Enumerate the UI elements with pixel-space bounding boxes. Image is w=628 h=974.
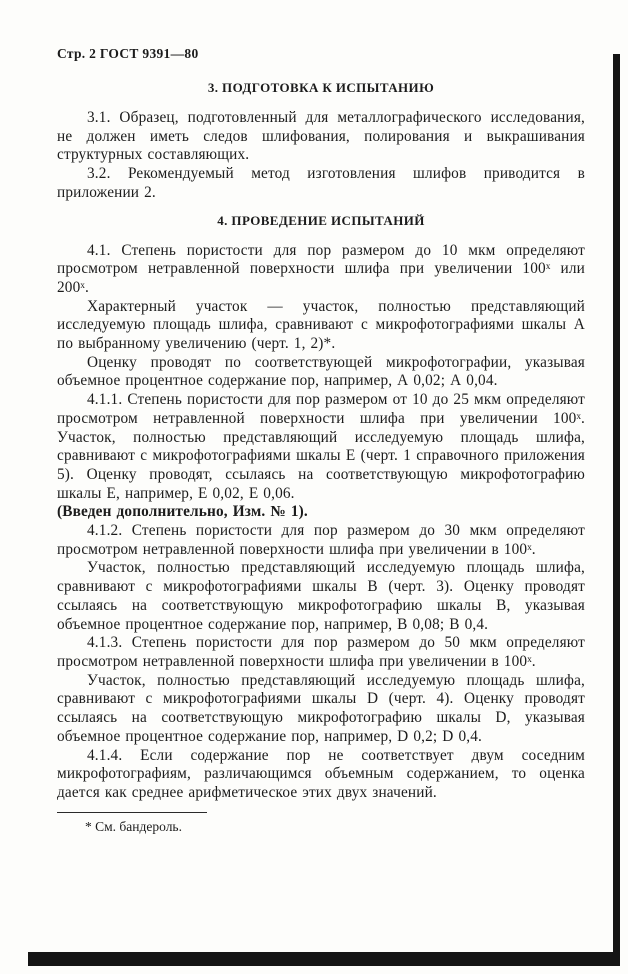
paragraph-3-2: 3.2. Рекомендуемый метод изготовления шлифов приводится в приложении 2.: [57, 165, 585, 201]
footnote-text: * См. бандероль.: [85, 818, 182, 834]
scan-edge-right: [613, 54, 620, 966]
section-4-heading: 4. ПРОВЕДЕНИЕ ИСПЫТАНИЙ: [217, 212, 425, 228]
paragraph-4-1-3: 4.1.3. Степень пористости для пор размером до 50 мкм определяют просмотром нетравленной поверхности шлифа при увеличении в 100ˣ.: [57, 634, 585, 670]
scan-edge-bottom: [28, 952, 620, 966]
paragraph-amendment-note: (Введен дополнительно, Изм. № 1).: [57, 503, 308, 521]
paragraph-4-1-2: 4.1.2. Степень пористости для пор размером до 30 мкм определяют просмотром нетравленной поверхности шлифа при увеличении в 100ˣ.: [57, 522, 585, 558]
footnote: [57, 812, 585, 835]
page-header: Стр. 2 ГОСТ 9391—80: [57, 46, 199, 61]
paragraph-scale-b: Участок, полностью представляющий исследуемую площадь шлифа, сравнивают с микрофотографиями шкалы В (черт. 3). Оценку проводят ссылаясь на соответствующую микрофотографию шкалы В, указывая объемное процентное содержание пор, например, В 0,08; В 0,4.: [57, 559, 585, 633]
page-content: [57, 46, 585, 835]
paragraph-assessment: Оценку проводят по соответствующей микрофотографии, указывая объемное процентное содержание пор, например, А 0,02; А 0,04.: [57, 353, 585, 390]
paragraph-scale-d: Участок, полностью представляющий исследуемую площадь шлифа, сравнивают с микрофотографиями шкалы D (черт. 4). Оценку проводят ссылаясь на соответствующую микрофотографию шкалы D, указывая объемное процентное содержание пор, например, D 0,2; D 0,4.: [57, 671, 585, 745]
paragraph-4-1-4: 4.1.4. Если содержание пор не соответствует двум соседним микрофотографиям, различающимся объемным содержанием, то оценка дается как среднее арифметическое этих двух значений.: [57, 746, 585, 801]
paragraph-4-1-1: 4.1.1. Степень пористости для пор размером от 10 до 25 мкм определяют просмотром нетравленной поверхности шлифа при увеличении 100ˣ. Участок, полностью представляющий исследуемую площадь шлифа, сравнивают с микрофотографиями шкалы Е (черт. 1 справочного приложения 5). Оценку проводят, ссылаясь на соответствующую микрофотографию шкалы Е, например, Е 0,02, Е 0,06.: [57, 391, 585, 502]
paragraph-4-1: 4.1. Степень пористости для пор размером до 10 мкм определяют просмотром нетравленной поверхности шлифа при увеличении 100ˣ или 200ˣ.: [57, 241, 585, 296]
footnote-rule: [57, 812, 207, 813]
paragraph-typical-area: Характерный участок — участок, полностью представляющий исследуемую площадь шлифа, сравнивают с микрофотографиями шкалы А по выбранному увеличению (черт. 1, 2)*.: [57, 297, 585, 353]
section-3-heading: 3. ПОДГОТОВКА К ИСПЫТАНИЮ: [207, 80, 435, 95]
paragraph-3-1: 3.1. Образец, подготовленный для металлографического исследования, не должен иметь следов шлифования, полирования и выкрашивания структурных составляющих.: [57, 109, 585, 164]
